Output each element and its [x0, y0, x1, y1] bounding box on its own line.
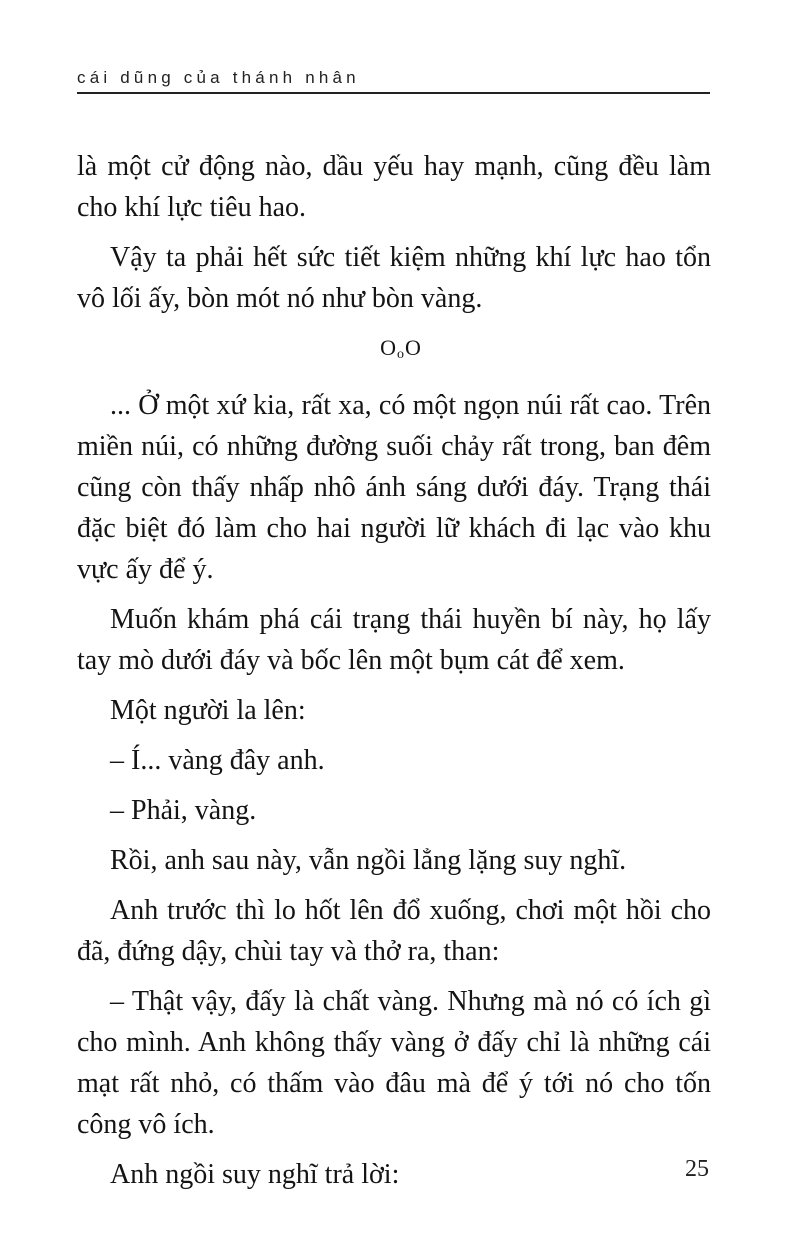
running-header-title: cái dũng của thánh nhân: [77, 68, 360, 87]
separator-right: O: [405, 335, 422, 360]
separator-middle: o: [397, 347, 405, 362]
paragraph: Vậy ta phải hết sức tiết kiệm những khí lực hao tổn vô lối ấy, bòn mót nó như bòn vàng.: [77, 242, 711, 314]
section-separator: [77, 328, 711, 375]
paragraph: Anh ngồi suy nghĩ trả lời:: [110, 1159, 400, 1190]
separator-left: O: [380, 335, 397, 360]
paragraph: là một cử động nào, dầu yếu hay mạnh, cũng đều làm cho khí lực tiêu hao.: [77, 151, 711, 223]
paragraph: Rồi, anh sau này, vẫn ngồi lẳng lặng suy nghĩ.: [110, 845, 627, 876]
dialogue-line: – Thật vậy, đấy là chất vàng. Nhưng mà nó có ích gì cho mình. Anh không thấy vàng ở đấy chỉ là những cái mạt rất nhỏ, có thấm vào đâu mà để ý tới nó cho tốn công vô ích.: [77, 986, 711, 1140]
paragraph: Muốn khám phá cái trạng thái huyền bí này, họ lấy tay mò dưới đáy và bốc lên một bụm cát để xem.: [77, 604, 711, 676]
running-header: [77, 66, 710, 94]
dialogue-line: – Í... vàng đây anh.: [110, 745, 325, 776]
paragraph: Anh trước thì lo hốt lên đổ xuống, chơi một hồi cho đã, đứng dậy, chùi tay và thở ra, than:: [77, 895, 711, 967]
dialogue-line: – Phải, vàng.: [110, 795, 257, 826]
paragraph: Một người la lên:: [110, 695, 306, 726]
paragraph: ... Ở một xứ kia, rất xa, có một ngọn núi rất cao. Trên miền núi, có những đường suối chảy rất trong, ban đêm cũng còn thấy nhấp nhô ánh sáng dưới đáy. Trạng thái đặc biệt đó làm cho hai người lữ khách đi lạc vào khu vực ấy để ý.: [77, 390, 711, 585]
page-body: [77, 146, 711, 1204]
page-number: 25: [685, 1156, 709, 1182]
